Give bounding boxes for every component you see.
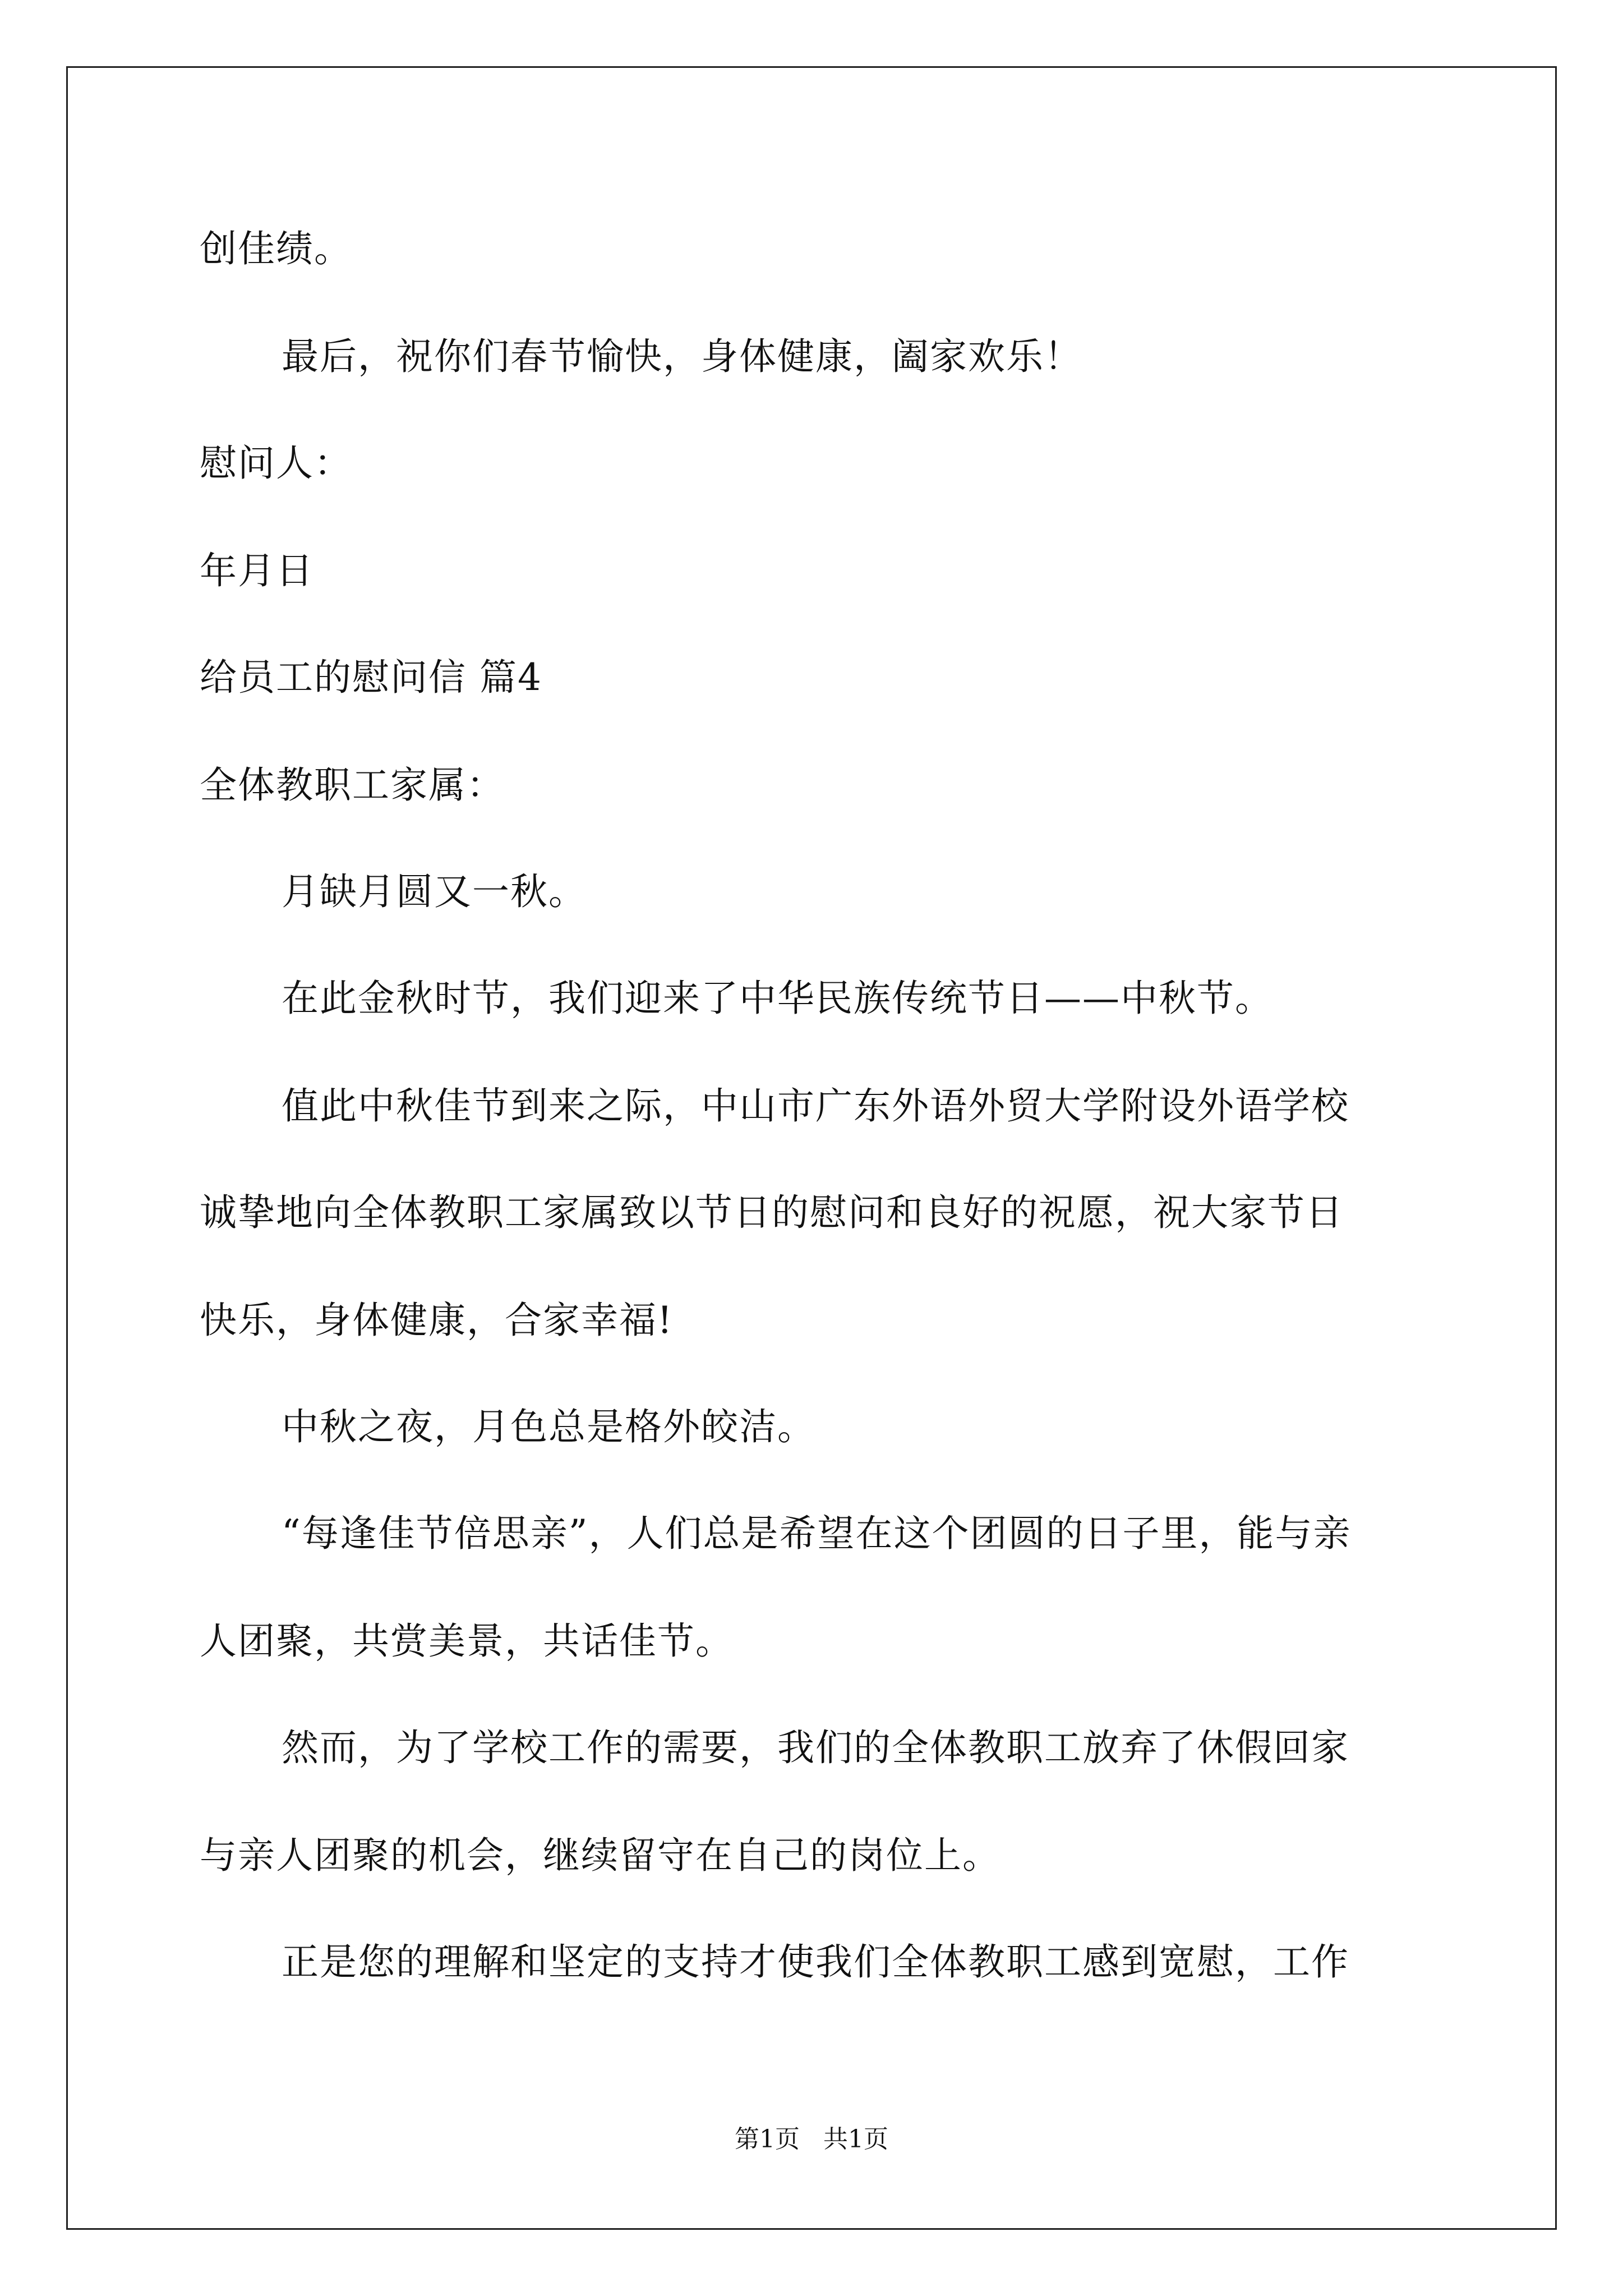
salutation: 全体教职工家属：: [200, 763, 505, 807]
text-line: 中秋之夜，月色总是格外皎洁。: [282, 1405, 815, 1448]
text-line: 快乐，身体健康，合家幸福!: [200, 1299, 674, 1342]
text-line: 值此中秋佳节到来之际，中山市广东外语外贸大学附设外语学校: [282, 1084, 1349, 1128]
text-line: 在此金秋时节，我们迎来了中华民族传统节日——中秋节。: [282, 977, 1273, 1020]
text-line: 诚挚地向全体教职工家属致以节日的慰问和良好的祝愿，祝大家节日: [200, 1191, 1344, 1234]
text-line: 与亲人团聚的机会，继续留守在自己的岗位上。: [200, 1834, 1000, 1877]
text-line: 人团聚，共赏美景，共话佳节。: [200, 1619, 734, 1663]
text-line: 慰问人：: [200, 441, 352, 485]
text-line: 年月日: [200, 549, 314, 592]
section-heading: 给员工的慰问信 篇4: [200, 656, 542, 699]
page-footer: 第1页 共1页: [735, 2125, 888, 2154]
text-line: 创佳绩。: [200, 227, 352, 270]
text-line: 月缺月圆又一秋。: [282, 870, 587, 913]
text-line: 然而，为了学校工作的需要，我们的全体教职工放弃了休假回家: [282, 1726, 1349, 1769]
page-border: [66, 66, 1557, 2230]
text-line: 最后，祝你们春节愉快，身体健康，阖家欢乐！: [282, 335, 1082, 378]
text-line: 正是您的理解和坚定的支持才使我们全体教职工感到宽慰，工作: [282, 1940, 1349, 1984]
text-line: “每逢佳节倍思亲”，人们总是希望在这个团圆的日子里，能与亲: [282, 1512, 1352, 1555]
